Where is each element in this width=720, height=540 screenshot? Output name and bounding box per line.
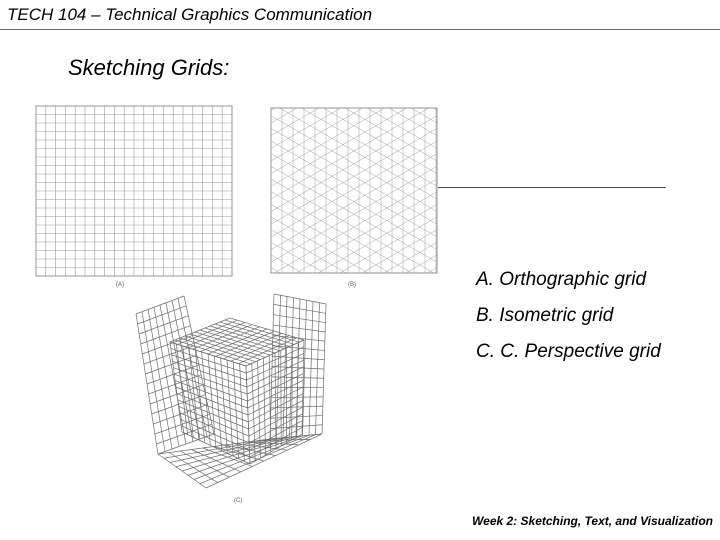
perspective-grid-panel [136, 294, 326, 488]
caption-b: (B) [348, 282, 356, 288]
caption-c: (C) [234, 498, 243, 504]
slide-subtitle: Sketching Grids: [68, 55, 230, 80]
slide-footer: Week 2: Sketching, Text, and Visualization [472, 514, 713, 528]
header-divider [0, 29, 720, 30]
grid-type-list [476, 268, 661, 376]
list-item-perspective: C. C. Perspective grid [476, 341, 661, 362]
orthographic-grid-panel [36, 106, 232, 276]
list-item-isometric: B. Isometric grid [476, 305, 614, 326]
sketching-grids-figure [34, 104, 438, 506]
list-item-orthographic: A. Orthographic grid [476, 269, 647, 290]
slide-header-title: TECH 104 – Technical Graphics Communication [7, 5, 373, 24]
accent-rule [438, 187, 666, 188]
caption-a: (A) [116, 282, 124, 288]
